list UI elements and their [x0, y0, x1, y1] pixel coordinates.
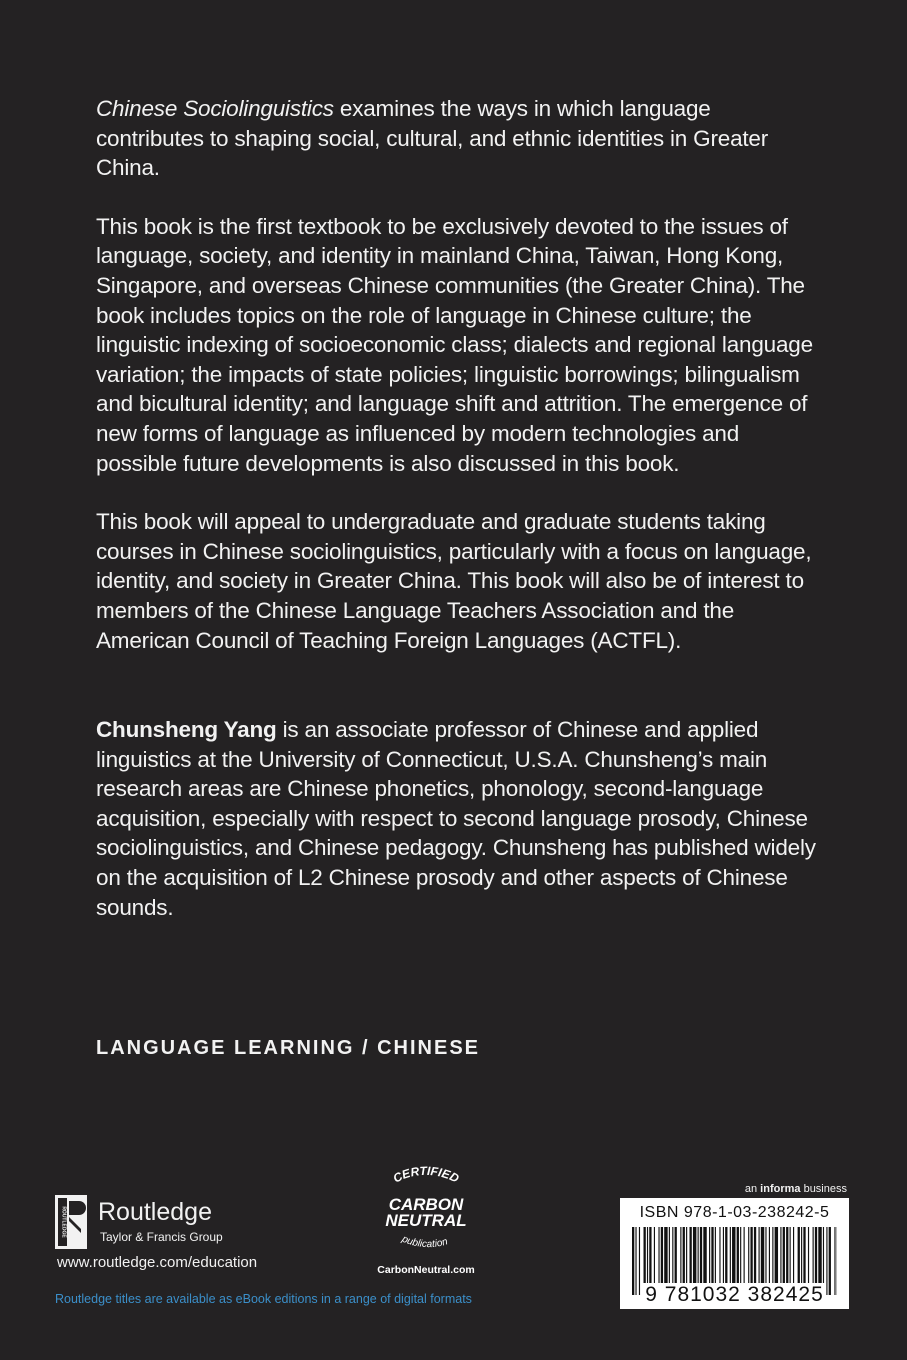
- intro-text: examines the ways in which language contributes to shaping social, cultural, and ethnic identities in Greater China.: [96, 96, 769, 181]
- svg-text:CERTIFIED: [391, 1164, 462, 1186]
- ebook-note: Routledge titles are available as eBook editions in a range of digital formats: [55, 1292, 472, 1306]
- author-bio: is an associate professor of Chinese and applied linguistics at the University of Connecticut, U.S.A. Chunsheng’s main research areas are Chinese phonetics, phonology, second-language acquisition, especially with respect to second language prosody, Chinese sociolinguistics, and Chinese pedagogy. Chunsheng has published widely on the acquisition of L2 Chinese prosody and other aspects of Chinese sounds.: [96, 717, 816, 920]
- publisher-url[interactable]: www.routledge.com/education: [57, 1254, 258, 1271]
- barcode-digit-text: 9 781032 382425: [645, 1283, 824, 1306]
- carbon-neutral-logo-icon: [366, 1160, 486, 1264]
- carbon-publication-text: publication: [400, 1233, 450, 1251]
- informa-prefix: an: [744, 1183, 761, 1195]
- carbon-certified-text: CERTIFIED: [390, 1163, 462, 1186]
- informa-tagline: [745, 1183, 847, 1195]
- back-cover-blurb: [96, 94, 816, 951]
- routledge-logo-icon: [55, 1195, 87, 1249]
- book-title: Chinese Sociolinguistics: [96, 96, 334, 121]
- isbn-label: ISBN 978-1-03-238242-5: [639, 1204, 830, 1221]
- informa-suffix: business: [800, 1183, 847, 1195]
- author-bio-paragraph: [96, 715, 816, 922]
- svg-text:publication: [399, 1233, 449, 1250]
- subject-category: LANGUAGE LEARNING / CHINESE: [96, 1037, 481, 1059]
- neutral-word: NEUTRAL: [385, 1211, 467, 1230]
- carbon-word: CARBON: [388, 1195, 464, 1214]
- author-name: Chunsheng Yang: [96, 717, 277, 743]
- intro-paragraph: [96, 94, 816, 183]
- isbn-barcode: [620, 1198, 849, 1309]
- publisher-group: Taylor & Francis Group: [100, 1230, 223, 1244]
- publisher-name: Routledge: [98, 1198, 212, 1226]
- description-paragraph: This book is the first textbook to be exclusively devoted to the issues of language, society, and identity in mainland China, Taiwan, Hong Kong, Singapore, and overseas Chinese communities (the Greater China). The book includes topics on the role of language in Chinese culture; the linguistic indexing of socioeconomic class; dialects and regional language variation; the impacts of state policies; linguistic borrowings; bilingualism and bicultural identity; and language shift and attrition. The emergence of new forms of language as influenced by modern technologies and possible future developments is also discussed in this book.: [96, 213, 813, 476]
- informa-brand: informa: [760, 1183, 801, 1195]
- audience-paragraph: This book will appeal to undergraduate and graduate students taking courses in Chinese sociolinguistics, particularly with a focus on language, identity, and society in Greater China. This book will also be of interest to members of the Chinese Language Teachers Association and the American Council of Teaching Foreign Languages (ACTFL).: [96, 509, 812, 653]
- carbon-neutral-badge: [366, 1160, 486, 1285]
- svg-text:ROUTLEDGE: ROUTLEDGE: [60, 1206, 67, 1238]
- carbon-neutral-url[interactable]: CarbonNeutral.com: [377, 1264, 475, 1276]
- barcode-digits: [620, 1283, 849, 1307]
